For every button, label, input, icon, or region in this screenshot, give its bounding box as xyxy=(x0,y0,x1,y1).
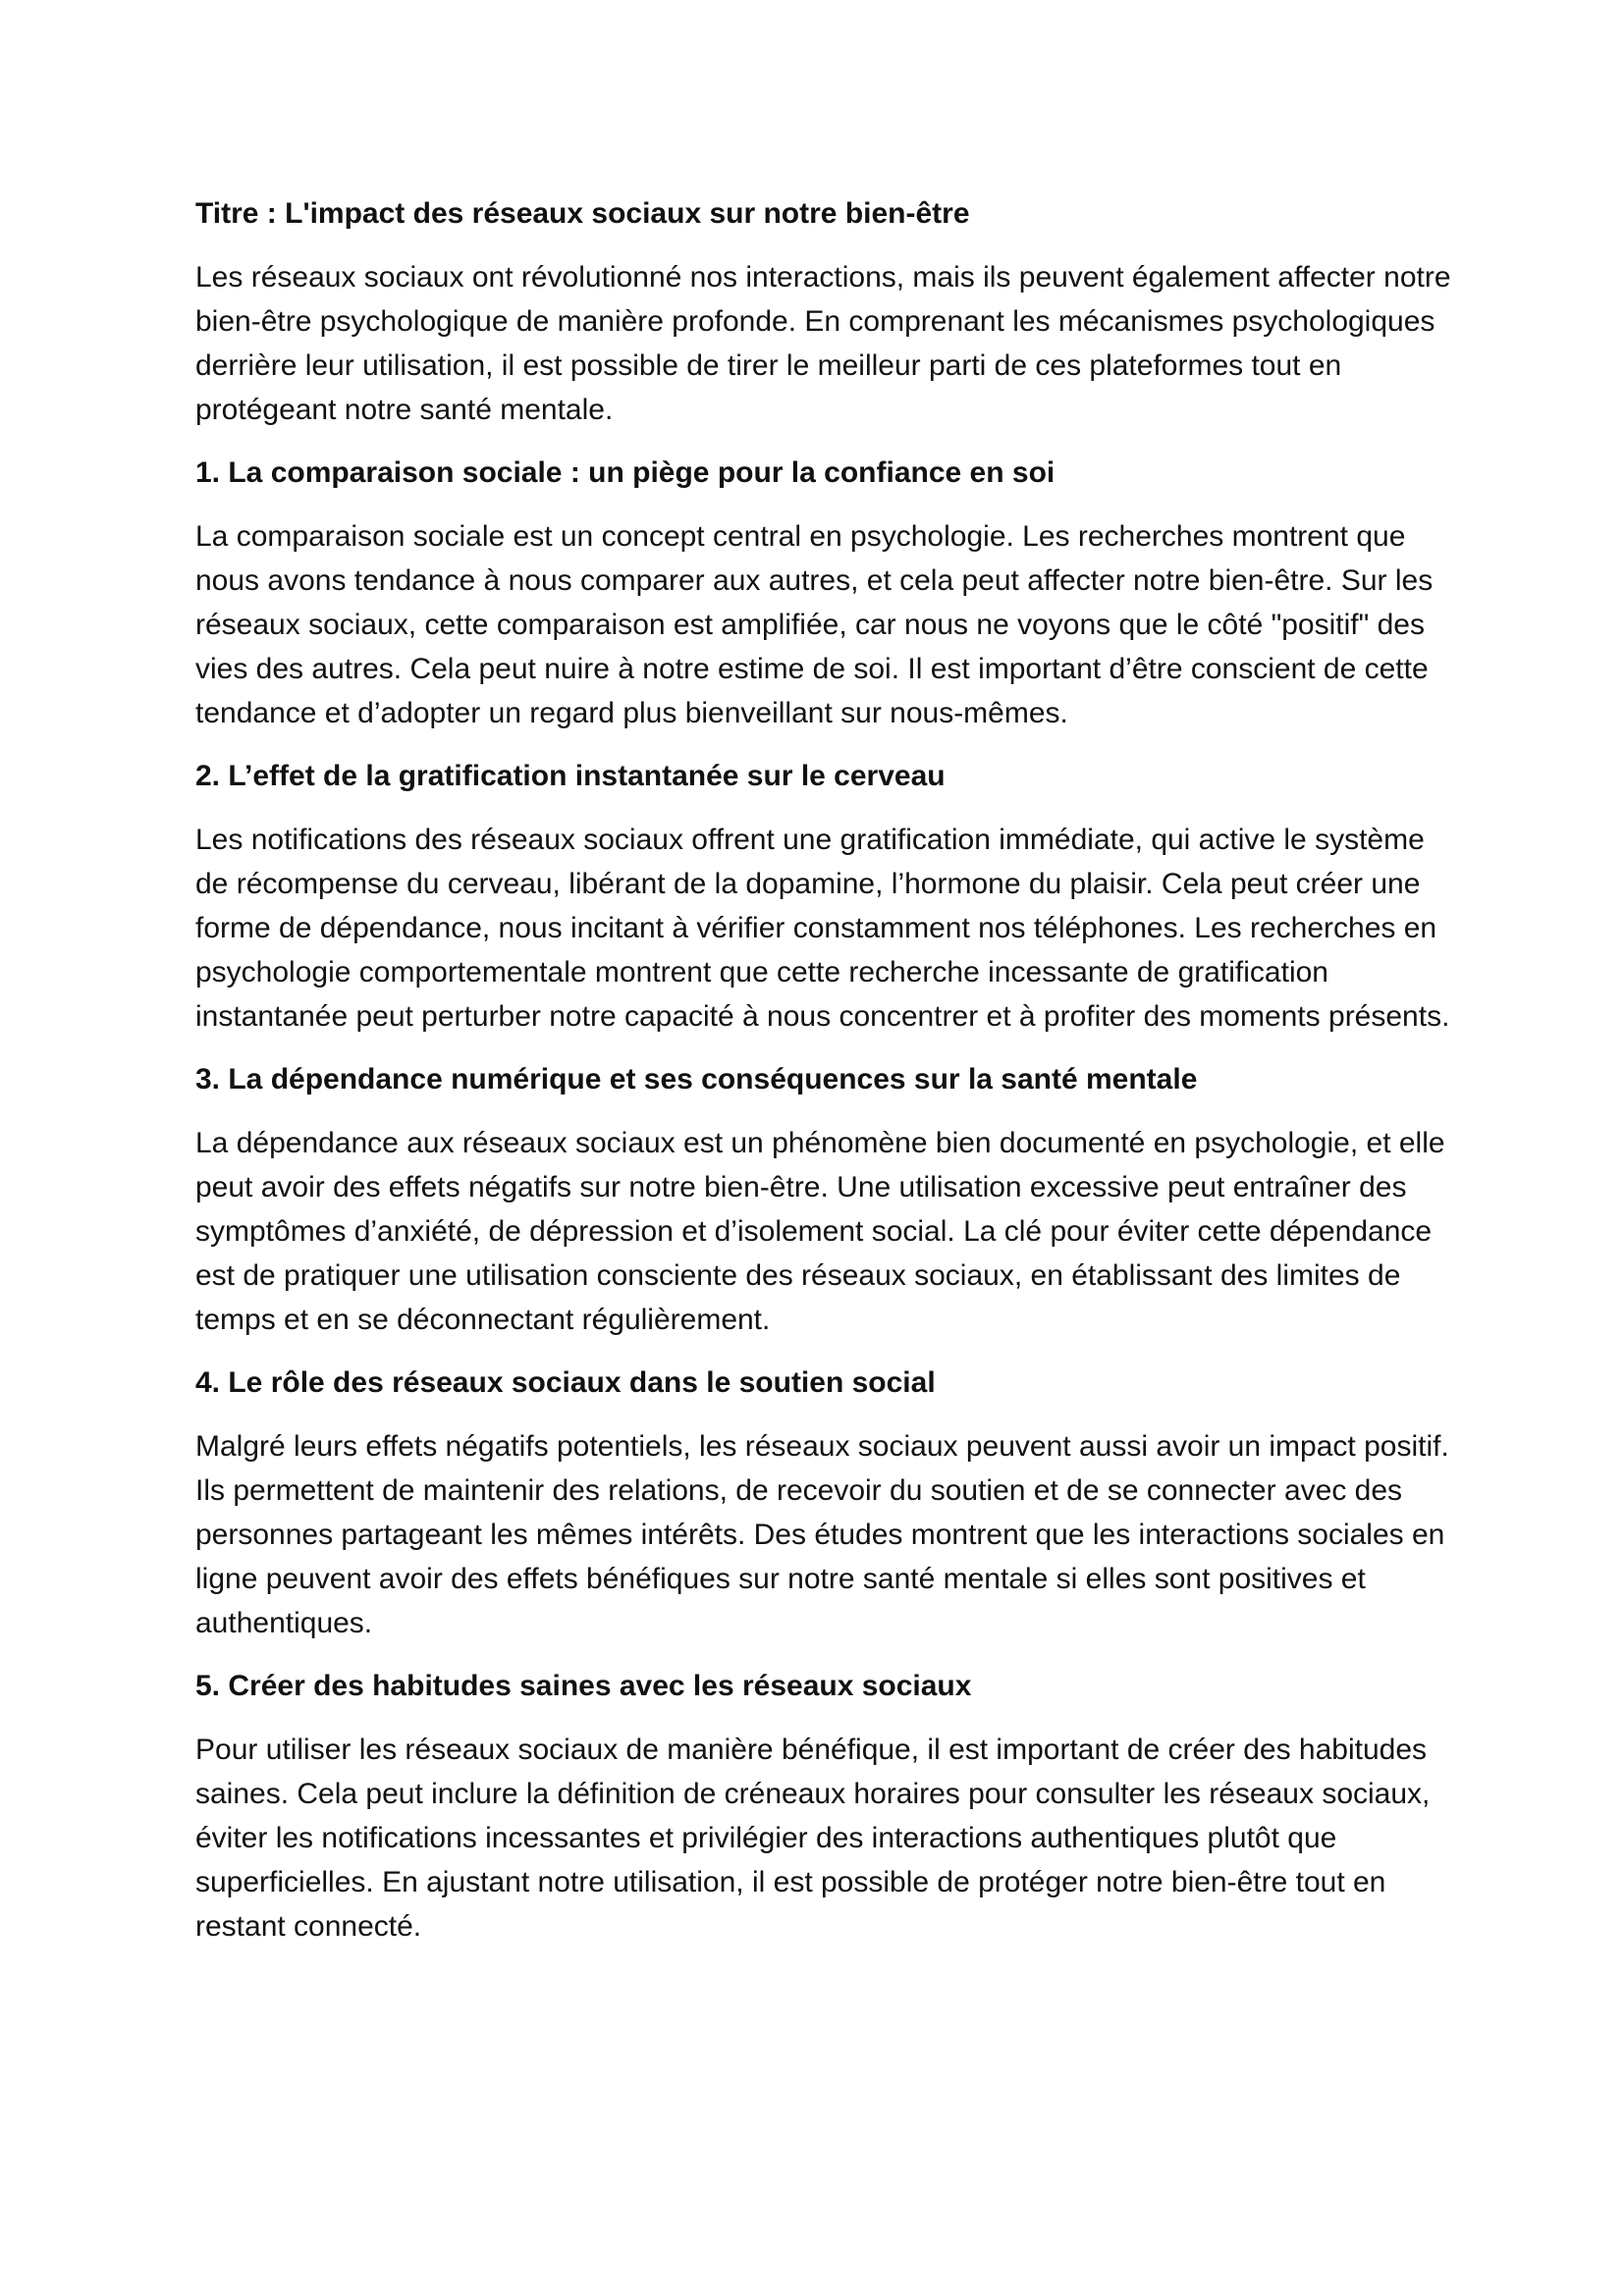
document-title: Titre : L'impact des réseaux sociaux sur notre bien-être xyxy=(195,197,970,230)
section-5-heading: 5. Créer des habitudes saines avec les réseaux sociaux xyxy=(195,1670,972,1702)
section-1-body: La comparaison sociale est un concept central en psychologie. Les recherches montrent que nous avons tendance à nous comparer aux autres, et cela peut affecter notre bien-être. Sur les réseaux sociaux, cette comparaison est amplifiée, car nous ne voyons que le côté "positif" des vies des autres. Cela peut nuire à notre estime de soi. Il est important d’être conscient de cette tendance et d’adopter un regard plus bienveillant sur nous-mêmes. xyxy=(195,520,1434,729)
section-3-heading: 3. La dépendance numérique et ses conséquences sur la santé mentale xyxy=(195,1063,1198,1095)
section-2-body: Les notifications des réseaux sociaux offrent une gratification immédiate, qui active le système de récompense du cerveau, libérant de la dopamine, l’hormone du plaisir. Cela peut créer une forme de dépendance, nous incitant à vérifier constamment nos téléphones. Les recherches en psychologie comportementale montrent que cette recherche incessante de gratification instantanée peut perturber notre capacité à nous concentrer et à profiter des moments présents. xyxy=(195,824,1450,1033)
section-1-heading: 1. La comparaison sociale : un piège pour la confiance en soi xyxy=(195,456,1056,489)
intro-paragraph: Les réseaux sociaux ont révolutionné nos interactions, mais ils peuvent également affecter notre bien-être psychologique de manière profonde. En comprenant les mécanismes psychologiques derrière leur utilisation, il est possible de tirer le meilleur parti de ces plateformes tout en protégeant notre santé mentale. xyxy=(195,261,1451,426)
section-2-heading: 2. L’effet de la gratification instantanée sur le cerveau xyxy=(195,760,946,792)
document-page xyxy=(195,192,1452,1968)
section-5-body: Pour utiliser les réseaux sociaux de manière bénéfique, il est important de créer des habitudes saines. Cela peut inclure la définition de créneaux horaires pour consulter les réseaux sociaux, éviter les notifications incessantes et privilégier des interactions authentiques plutôt que superficielles. En ajustant notre utilisation, il est possible de protéger notre bien-être tout en restant connecté. xyxy=(195,1734,1431,1943)
section-3-body: La dépendance aux réseaux sociaux est un phénomène bien documenté en psychologie, et elle peut avoir des effets négatifs sur notre bien-être. Une utilisation excessive peut entraîner des symptômes d’anxiété, de dépression et d’isolement social. La clé pour éviter cette dépendance est de pratiquer une utilisation consciente des réseaux sociaux, en établissant des limites de temps et en se déconnectant régulièrement. xyxy=(195,1127,1445,1336)
section-4-body: Malgré leurs effets négatifs potentiels, les réseaux sociaux peuvent aussi avoir un impact positif. Ils permettent de maintenir des relations, de recevoir du soutien et de se connecter avec des personnes partageant les mêmes intérêts. Des études montrent que les interactions sociales en ligne peuvent avoir des effets bénéfiques sur notre santé mentale si elles sont positives et authentiques. xyxy=(195,1430,1449,1639)
section-4-heading: 4. Le rôle des réseaux sociaux dans le soutien social xyxy=(195,1366,936,1399)
